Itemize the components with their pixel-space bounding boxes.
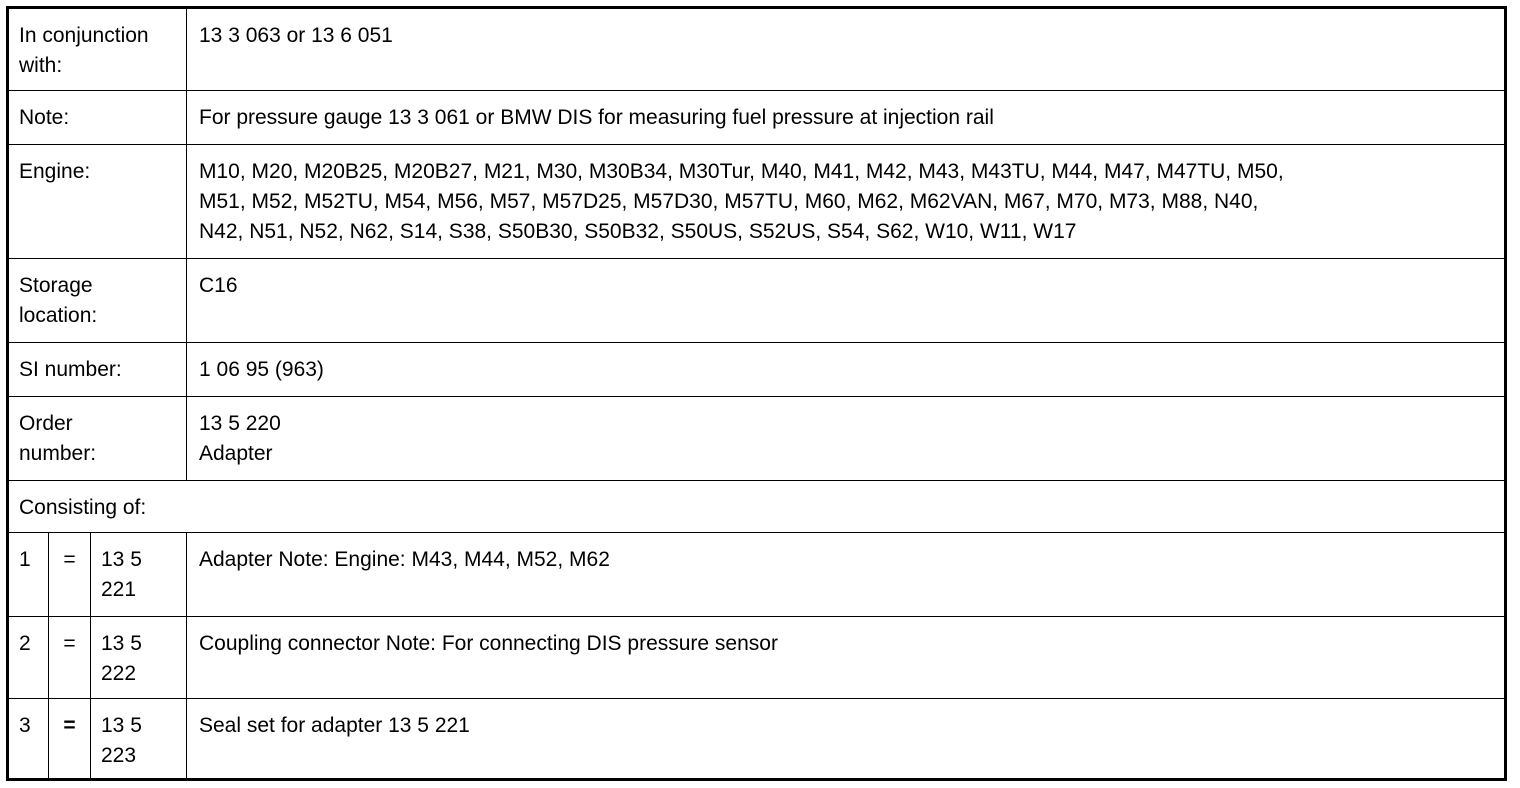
- part-index: 3: [9, 699, 49, 778]
- part-number: 13 5 221: [91, 533, 187, 616]
- conjunction-label: In conjunction with:: [9, 9, 187, 90]
- part-equals-sign: =: [49, 533, 91, 616]
- part-row: [9, 533, 1504, 617]
- part-equals-sign: =: [49, 699, 91, 778]
- parts-info-table: [6, 6, 1507, 781]
- part-number: 13 5 223: [91, 699, 187, 778]
- part-row: [9, 617, 1504, 699]
- part-row: [9, 699, 1504, 778]
- si-number-row: [9, 343, 1504, 397]
- storage-label: Storage location:: [9, 259, 187, 342]
- conjunction-row: [9, 9, 1504, 91]
- consisting-of-label: Consisting of:: [19, 496, 147, 519]
- note-value: For pressure gauge 13 3 061 or BMW DIS for measuring fuel pressure at injection rail: [199, 106, 994, 129]
- part-description: Adapter Note: Engine: M43, M44, M52, M62: [199, 548, 610, 571]
- part-description: Coupling connector Note: For connecting DIS pressure sensor: [199, 632, 778, 655]
- order-number-value: 13 5 220 Adapter: [199, 412, 281, 465]
- consisting-of-row: [9, 481, 1504, 533]
- engine-label: Engine:: [9, 145, 187, 258]
- note-row: [9, 91, 1504, 145]
- note-label: Note:: [9, 91, 187, 144]
- conjunction-value: 13 3 063 or 13 6 051: [199, 24, 393, 47]
- storage-value: C16: [199, 274, 238, 297]
- part-equals-sign: =: [49, 617, 91, 698]
- engine-value: M10, M20, M20B25, M20B27, M21, M30, M30B34, M30Tur, M40, M41, M42, M43, M43TU, M44, M47, M47TU, M50, M51, M52, M52TU, M54, M56, M57, M57D25, M57D30, M57TU, M60, M62, M62VAN, M67, M70, M73, M88, N40, N42, N51, N52, N62, S14, S38, S50B30, S50B32, S50US, S52US, S54, S62, W10, W11, W17: [199, 160, 1284, 243]
- part-index: 1: [9, 533, 49, 616]
- si-number-label: SI number:: [9, 343, 187, 396]
- part-number: 13 5 222: [91, 617, 187, 698]
- si-number-value: 1 06 95 (963): [199, 358, 324, 381]
- order-number-row: [9, 397, 1504, 481]
- order-number-label: Order number:: [9, 397, 187, 480]
- part-index: 2: [9, 617, 49, 698]
- engine-row: [9, 145, 1504, 259]
- part-description: Seal set for adapter 13 5 221: [199, 714, 470, 737]
- storage-row: [9, 259, 1504, 343]
